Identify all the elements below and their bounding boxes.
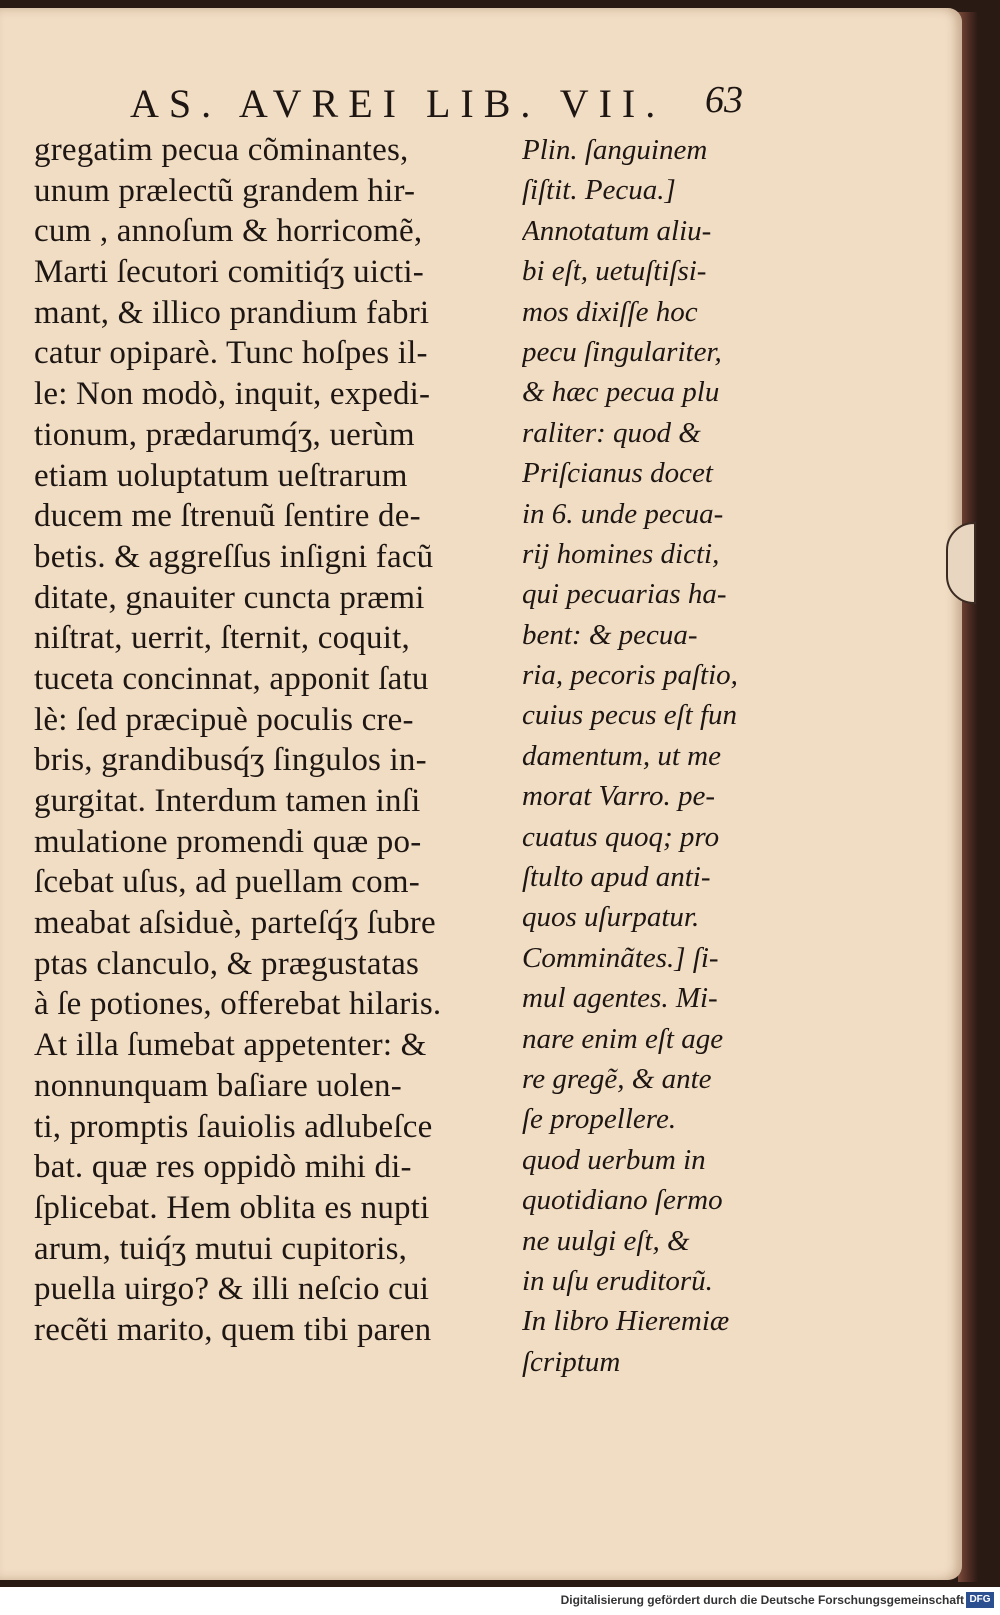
main-text-line: betis. & aggreſſus inſigni facũ xyxy=(34,538,434,575)
gloss-text-line: cuius pecus eſt fun xyxy=(522,699,738,732)
gloss-text-line: Priſcianus docet xyxy=(522,457,713,490)
gloss-text-line: ſe propellere. xyxy=(522,1103,677,1136)
gloss-text-line: & hæc pecua plu xyxy=(522,376,720,409)
gloss-text-line: Plin. ſanguinem xyxy=(522,134,708,166)
main-text-line: meabat aſsiduè, parteſq́ʒ ſubre xyxy=(34,905,436,942)
main-text-line: ducem me ſtrenuũ ſentire de- xyxy=(34,498,421,535)
main-text-line: ptas clanculo, & prægustatas xyxy=(34,945,420,982)
main-text-line: ti, promptis ſauiolis adlubeſce xyxy=(34,1108,433,1145)
running-title: AS. AVREI LIB. VII. xyxy=(130,81,666,126)
main-text-line: arum, tuiq́ʒ mutui cupitoris, xyxy=(34,1230,408,1267)
main-text-line: ſplicebat. Hem oblita es nupti xyxy=(34,1189,430,1226)
main-text-line: cum , annoſum & horricomẽ, xyxy=(34,213,423,250)
page-number: 63 xyxy=(705,79,743,121)
gloss-text-line: in 6. unde pecua- xyxy=(522,497,724,530)
gloss-text-line: raliter: quod & xyxy=(522,416,701,449)
gloss-text-line: bent: & pecua- xyxy=(522,618,698,651)
main-text-line: bat. quæ res oppidò mihi di- xyxy=(34,1149,412,1186)
gloss-text-line: ne uulgi eſt, & xyxy=(522,1224,690,1257)
main-text-line: mulatione promendi quæ po- xyxy=(34,823,422,860)
gloss-text-line: In libro Hieremiæ xyxy=(522,1305,730,1338)
gloss-text-line: ſiſtit. Pecua.] xyxy=(522,174,676,207)
main-text-line: At illa ſumebat appetenter: & xyxy=(34,1027,427,1064)
main-text-line: etiam uoluptatum ueſtrarum xyxy=(34,457,408,494)
gloss-text-line: quos uſurpatur. xyxy=(522,901,700,934)
gloss-text-line: ſtulto apud anti- xyxy=(522,861,711,894)
main-text-line: niſtrat, uerrit, ſternit, coquit, xyxy=(34,620,410,657)
gloss-text-line: morat Varro. pe- xyxy=(522,780,716,813)
gloss-text-line: quotidiano ſermo xyxy=(522,1184,723,1217)
main-text-line: unum prælectũ grandem hir- xyxy=(34,172,416,209)
main-text-line: tuceta concinnat, apponit ſatu xyxy=(34,660,429,697)
gloss-text-line: rij homines dicti, xyxy=(522,537,720,570)
gloss-text-line: damentum, ut me xyxy=(522,739,721,772)
gloss-text-line: mul agentes. Mi- xyxy=(522,982,718,1015)
main-text-line: tionum, prædarumq́ʒ, uerùm xyxy=(34,416,415,453)
main-text-line: nonnunquam baſiare uolen- xyxy=(34,1067,402,1104)
gloss-text-line: mos dixiſſe hoc xyxy=(522,295,698,328)
gloss-text-line: in uſu eruditorũ. xyxy=(522,1264,713,1297)
main-text-column xyxy=(34,130,506,1351)
main-text-line: mant, & illico prandium fabri xyxy=(34,294,430,331)
main-text-line: gurgitat. Interdum tamen inſi xyxy=(34,783,421,819)
main-text-line: le: Non modò, inquit, expedi- xyxy=(34,376,431,413)
main-text-line: Marti ſecutori comitiq́ʒ uicti- xyxy=(34,254,424,291)
main-text-line: recẽti marito, quem tibi paren xyxy=(34,1311,432,1348)
main-text-line: ditate, gnauiter cuncta præmi xyxy=(34,579,425,616)
gloss-text-line: re gregẽ, & ante xyxy=(522,1062,712,1095)
funding-credit: Digitalisierung gefördert durch die Deutsche Forschungsgemeinschaft xyxy=(560,1593,964,1607)
gloss-text-line: bi eſt, uetuſtiſsi- xyxy=(522,255,707,288)
dfg-logo-icon: DFG xyxy=(966,1592,994,1608)
main-text-line: puella uirgo? & illi neſcio cui xyxy=(34,1271,430,1308)
page-tab-marker xyxy=(946,522,976,604)
footer-bar xyxy=(0,1587,1000,1615)
gloss-text-line: ria, pecoris paſtio, xyxy=(522,659,738,692)
main-text-line: ſcebat uſus, ad puellam com- xyxy=(34,864,420,901)
marginal-gloss-column xyxy=(522,130,762,1382)
gloss-text-line: Annotatum aliu- xyxy=(522,214,712,247)
gloss-text-line: pecu ſingulariter, xyxy=(522,335,722,368)
main-text-line: à ſe potiones, offerebat hilaris. xyxy=(34,986,442,1023)
gloss-text-line: ſcriptum xyxy=(522,1345,621,1378)
gloss-text-line: cuatus quoq; pro xyxy=(522,820,720,853)
main-text-line: bris, grandibusq́ʒ ſingulos in- xyxy=(34,742,427,779)
main-text-line: lè: ſed præcipuè poculis cre- xyxy=(34,701,414,738)
main-text-line: gregatim pecua cõminantes, xyxy=(34,132,409,168)
main-text-line: catur opiparè. Tunc hoſpes il- xyxy=(34,335,428,372)
gloss-text-line: nare enim eſt age xyxy=(522,1022,724,1055)
gloss-text-line: qui pecuarias ha- xyxy=(522,578,727,611)
gloss-text-line: quod uerbum in xyxy=(522,1143,706,1176)
gloss-text-line: Comminãtes.] ſi- xyxy=(522,941,719,974)
